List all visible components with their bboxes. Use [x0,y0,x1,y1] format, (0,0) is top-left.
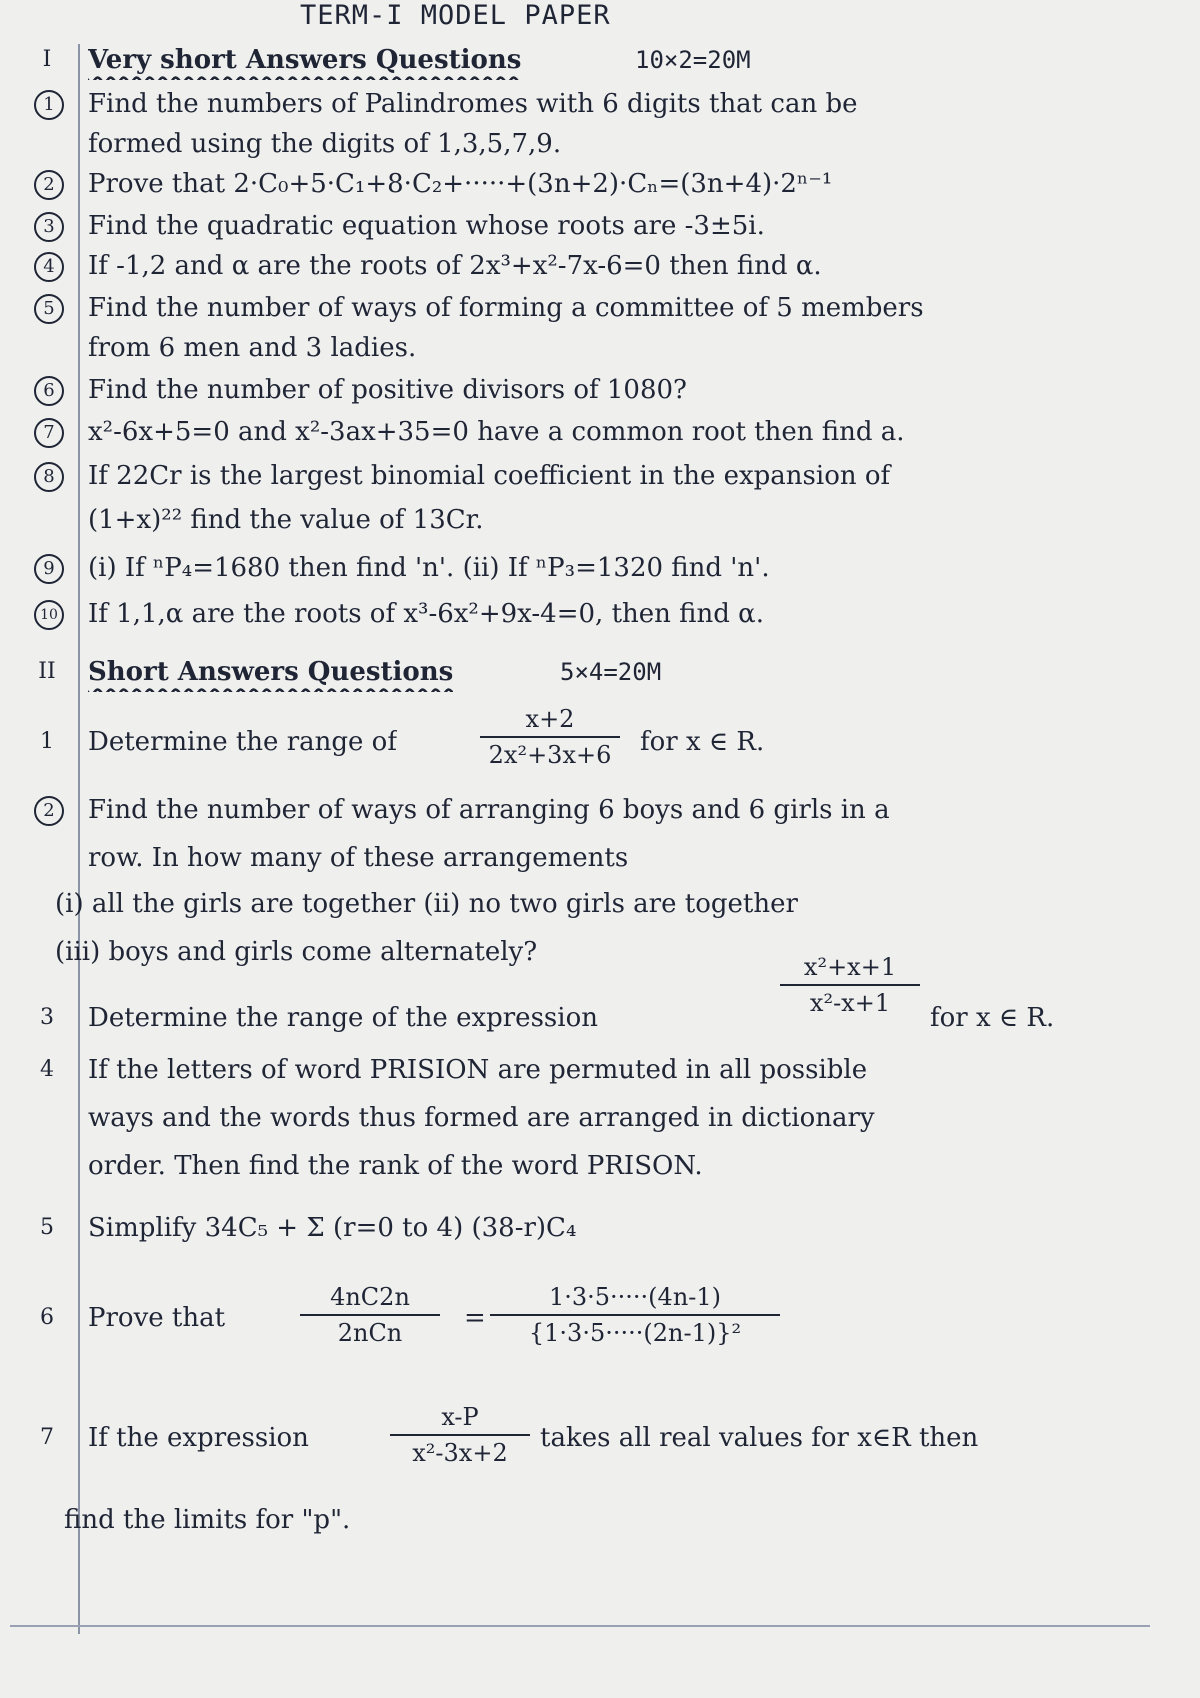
s2-q6: 6 Prove that = [40,1303,486,1333]
section-2-marks: 5×4=20M [560,658,662,686]
s2-q5: 5 Simplify 34C₅ + Σ (r=0 to 4) (38-r)C₄ [40,1213,577,1243]
s2-q2-line4: (iii) boys and girls come alternately? [55,937,538,967]
section-1-number: I [42,47,52,72]
s1-q7: 7 x²-6x+5=0 and x²-3ax+35=0 have a common root then find a. [0,412,1190,452]
s2-q6-fraction-left: 4nC2n 2nCn [300,1280,440,1350]
s1-q5-line1: 5 Find the number of ways of forming a committee of 5 members [0,288,1190,328]
s2-q4-line1: 4 If the letters of word PRISION are permuted in all possible [40,1055,868,1085]
s2-q6-fraction-right: $\frac{1\cdot 3\cdot 5\cdot\cdot\cdot\cdot\cdot(4n-1)}{\text{\{1·3·5·····(2n-1)\}²}}$ [490,1280,780,1350]
s2-q7-line1: 7 If the expression takes all real values for x∈R then [40,1423,979,1453]
s1-q6: 6 Find the number of positive divisors of 1080? [0,370,1190,410]
s2-q1: 1 Determine the range of for x ∈ R. [40,727,765,757]
s2-q2-line1: 2 Find the number of ways of arranging 6 boys and 6 girls in a [0,790,1190,830]
s2-q7-line2: find the limits for "p". [64,1505,351,1535]
s1-q8-line1: 8 If 22Cr is the largest binomial coefficient in the expansion of [0,456,1190,496]
s1-q1-number: 1 [34,90,64,120]
s1-q2: 2 Prove that 2·C₀+5·C₁+8·C₂+·····+(3n+2)·Cₙ=(3n+4)·2ⁿ⁻¹ [0,164,1190,204]
s1-q8-line2: (1+x)²² find the value of 13Cr. [88,505,484,535]
section-2-header [0,652,1190,692]
s2-q3-fraction: $\frac{\text{x²+x+1}}{\text{x²-x+1}}$ [780,950,920,1020]
s2-q7-fraction: $\frac{x-P}{\text{x²-3x+2}}$ [390,1400,530,1470]
s2-q4-line2: ways and the words thus formed are arranged in dictionary [88,1103,875,1133]
section-1-heading: Very short Answers Questions [88,45,522,75]
s2-q4-line3: order. Then find the rank of the word PRISON. [88,1151,703,1181]
s2-q3: 3 Determine the range of the expression for x ∈ R. [40,1003,1055,1033]
section-2-heading: Short Answers Questions [88,657,454,687]
section-2-number: II [38,659,56,684]
page-title: TERM-I MODEL PAPER [300,0,611,31]
s1-q4: 4 If -1,2 and α are the roots of 2x³+x²-7x-6=0 then find α. [0,246,1190,286]
section-1-header [0,40,1190,80]
s1-q5-line2: from 6 men and 3 ladies. [88,333,417,363]
bottom-rule [10,1625,1150,1627]
s1-q10: 10 If 1,1,α are the roots of x³-6x²+9x-4=0, then find α. [0,594,1190,634]
s1-q1-line2: formed using the digits of 1,3,5,7,9. [88,129,562,159]
section-1-marks: 10×2=20M [635,46,751,74]
s1-q9: 9 (i) If ⁿP₄=1680 then find 'n'. (ii) If ⁿP₃=1320 find 'n'. [0,548,1190,588]
s2-q2-line3: (i) all the girls are together (ii) no two girls are together [55,889,798,919]
s2-q2-line2: row. In how many of these arrangements [88,843,629,873]
s2-q1-fraction: $\frac{x+2}{\text{2x²+3x+6}}$ [480,702,620,772]
s1-q1-line1: 1 Find the numbers of Palindromes with 6 digits that can be [0,84,1190,124]
s1-q3: 3 Find the quadratic equation whose roots are -3±5i. [0,206,1190,246]
